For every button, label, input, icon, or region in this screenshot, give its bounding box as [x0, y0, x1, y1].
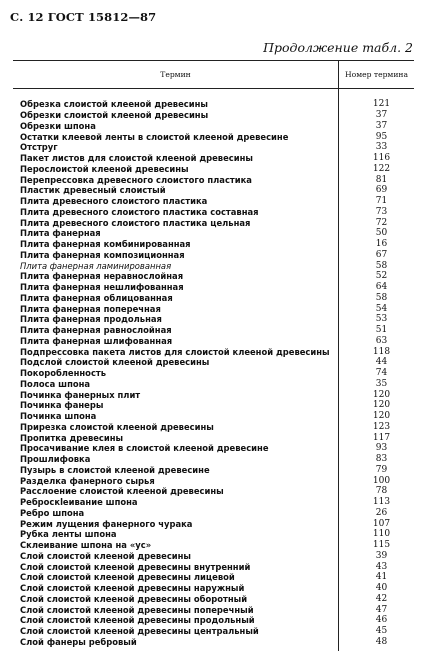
term-number-cell: 42: [375, 593, 388, 604]
term-number-cell: 16: [375, 239, 388, 250]
term-number-cell: 41: [375, 572, 388, 583]
table-row: [13, 561, 414, 572]
term-cell: Слой слоистой клееной древесины лицевой: [20, 572, 235, 583]
table-row: [13, 454, 414, 465]
term-cell: Плита фанерная: [20, 228, 101, 239]
term-cell: Слой слоистой клееной древесины оборотный: [20, 593, 248, 604]
term-cell: Плита древесного слоистого пластика цельная: [20, 217, 251, 228]
term-cell: Починка фанерных плит: [20, 389, 141, 400]
term-number-cell: 64: [375, 282, 388, 293]
term-cell: Пакет листов для слоистой клееной древесины: [20, 153, 253, 164]
table-row: [13, 153, 414, 164]
table-row: [13, 400, 414, 411]
term-number-cell: 113: [372, 497, 391, 508]
term-cell: Плита фанерная облицованная: [20, 292, 173, 303]
term-cell: Пропитка древесины: [20, 432, 124, 443]
term-cell: Плита фанерная продольная: [20, 314, 162, 325]
table-row: [13, 604, 414, 615]
table-row: [13, 443, 414, 454]
term-cell: Расслоение слоистой клееной древесины: [20, 486, 224, 497]
term-number-cell: 116: [372, 153, 391, 164]
table-row: [13, 282, 414, 293]
table-row: [13, 529, 414, 540]
term-cell: Остатки клеевой ленты в слоистой клееной древесине: [20, 131, 289, 142]
term-number-cell: 37: [375, 120, 388, 131]
term-cell: Разделка фанерного сырья: [20, 475, 155, 486]
table-row: [13, 217, 414, 228]
term-cell: Починка шпона: [20, 411, 97, 422]
term-cell: Обрезки шпона: [20, 120, 96, 131]
term-number-cell: 118: [372, 346, 391, 357]
term-number-cell: 53: [375, 314, 388, 325]
term-number-cell: 44: [375, 357, 388, 368]
term-number-cell: 120: [372, 400, 391, 411]
table-row: [13, 357, 414, 368]
table-row: [13, 228, 414, 239]
term-cell: Пластик древесный слоистый: [20, 185, 166, 196]
term-cell: Плита древесного слоистого пластика: [20, 196, 208, 207]
table-row: [13, 615, 414, 626]
table-row: [13, 497, 414, 508]
term-cell: Обрезки слоистой клееной древесины: [20, 110, 209, 121]
term-cell: Плита фанерная неравнослойная: [20, 271, 184, 282]
term-cell: Просачивание клея в слоистой клееной древесине: [20, 443, 269, 454]
table-row: [13, 336, 414, 347]
term-number-cell: 37: [375, 110, 388, 121]
term-cell: Обрезка слоистой клееной древесины: [20, 99, 208, 110]
table-row: [13, 379, 414, 390]
term-cell: Отструг: [20, 142, 58, 153]
term-cell: Плита фанерная шлифованная: [20, 335, 173, 346]
term-number-cell: 81: [375, 174, 388, 185]
term-number-cell: 79: [375, 464, 388, 475]
table-row: [13, 583, 414, 594]
term-number-cell: 74: [375, 368, 388, 379]
term-number-cell: 63: [375, 335, 388, 346]
term-number-cell: 43: [375, 561, 388, 572]
term-cell: Слой слоистой клееной древесины наружный: [20, 583, 245, 594]
table-row: [13, 368, 414, 379]
term-cell: Плита фанерная поперечная: [20, 303, 161, 314]
term-number-cell: 93: [375, 443, 388, 454]
table-row: [13, 110, 414, 121]
table-row: [13, 250, 414, 261]
term-cell: Покоробленность: [20, 368, 107, 379]
table-row: [13, 325, 414, 336]
table-row: [13, 207, 414, 218]
term-cell: Плита фанерная равнослойная: [20, 325, 172, 336]
term-cell: Плита фанерная ламинированная: [20, 260, 172, 271]
term-cell: Слой фанеры ребровый: [20, 636, 137, 647]
table-row: [13, 260, 414, 271]
term-number-cell: 122: [372, 163, 391, 174]
table-row: [13, 572, 414, 583]
term-number-cell: 52: [375, 271, 388, 282]
term-number-cell: 26: [375, 507, 388, 518]
table-row: [13, 99, 414, 110]
table-row: [13, 626, 414, 637]
table-row: [13, 518, 414, 529]
table-row: [13, 346, 414, 357]
table-row: [13, 314, 414, 325]
term-number-cell: 39: [375, 550, 388, 561]
table-row: [13, 540, 414, 551]
table-row: [13, 432, 414, 443]
table-row: [13, 142, 414, 153]
table-row: [13, 411, 414, 422]
term-number-cell: 71: [375, 196, 388, 207]
page-header: С. 12 ГОСТ 15812—87: [10, 10, 157, 24]
term-cell: Подслой слоистой клееной древесины: [20, 357, 210, 368]
term-number-cell: 48: [375, 636, 388, 647]
table-header: [13, 60, 414, 89]
term-number-cell: 50: [375, 228, 388, 239]
table-row: [13, 551, 414, 562]
term-cell: Склеивание шпона на «ус»: [20, 540, 152, 551]
term-cell: Плита фанерная композиционная: [20, 249, 185, 260]
term-number-cell: 107: [372, 518, 391, 529]
term-number-cell: 115: [372, 540, 391, 551]
table-row: [13, 389, 414, 400]
term-number-cell: 95: [375, 131, 388, 142]
term-cell: Ребро шпона: [20, 507, 85, 518]
table-row: [13, 196, 414, 207]
term-cell: Прирезка слоистой клееной древесины: [20, 421, 214, 432]
table-row: [13, 465, 414, 476]
term-cell: Слой слоистой клееной древесины поперечный: [20, 604, 254, 615]
term-number-cell: 40: [375, 583, 388, 594]
term-number-cell: 46: [375, 615, 388, 626]
table-row: [13, 508, 414, 519]
table-body: [13, 89, 414, 647]
term-cell: Перепрессовка древесного слоистого пластика: [20, 174, 252, 185]
term-cell: Слой слоистой клееной древесины внутренний: [20, 561, 251, 572]
table-row: [13, 293, 414, 304]
term-cell: Слой слоистой клееной древесины: [20, 550, 192, 561]
term-number-cell: 120: [372, 411, 391, 422]
term-number-cell: 58: [375, 260, 388, 271]
column-header-term: Термин: [13, 61, 339, 88]
terms-table: [13, 60, 414, 647]
term-number-cell: 58: [375, 292, 388, 303]
table-row: [13, 185, 414, 196]
term-number-cell: 45: [375, 626, 388, 637]
term-number-cell: 67: [375, 249, 388, 260]
term-number-cell: 110: [372, 529, 391, 540]
term-cell: Плита фанерная нешлифованная: [20, 282, 184, 293]
term-cell: Плита фанерная комбинированная: [20, 239, 191, 250]
term-number-cell: 47: [375, 604, 388, 615]
term-number-cell: 123: [372, 421, 391, 432]
table-row: [13, 174, 414, 185]
term-cell: Слой слоистой клееной древесины центральный: [20, 626, 259, 637]
table-row: [13, 475, 414, 486]
term-cell: Полоса шпона: [20, 378, 91, 389]
term-number-cell: 54: [375, 303, 388, 314]
table-row: [13, 239, 414, 250]
table-row: [13, 422, 414, 433]
table-row: [13, 164, 414, 175]
term-cell: Рубка ленты шпона: [20, 529, 117, 540]
table-row: [13, 121, 414, 132]
term-number-cell: 72: [375, 217, 388, 228]
term-number-cell: 35: [375, 378, 388, 389]
term-number-cell: 121: [372, 99, 391, 110]
term-number-cell: 120: [372, 389, 391, 400]
term-number-cell: 78: [375, 486, 388, 497]
table-row: [13, 271, 414, 282]
term-cell: Перослоистой клееной древесины: [20, 163, 189, 174]
term-cell: Плита древесного слоистого пластика составная: [20, 206, 259, 217]
term-number-cell: 73: [375, 206, 388, 217]
term-number-cell: 33: [375, 142, 388, 153]
table-row: [13, 594, 414, 605]
table-continuation-caption: Продолжение табл. 2: [263, 40, 413, 55]
term-cell: Слой слоистой клееной древесины продольный: [20, 615, 255, 626]
term-cell: Починка фанеры: [20, 400, 104, 411]
term-number-cell: 69: [375, 185, 388, 196]
term-cell: Подпрессовка пакета листов для слоистой клееной древесины: [20, 346, 330, 357]
term-number-cell: 100: [372, 475, 391, 486]
table-row: [13, 131, 414, 142]
term-number-cell: 83: [375, 454, 388, 465]
term-cell: Режим лущения фанерного чурака: [20, 518, 193, 529]
table-row: [13, 486, 414, 497]
table-row: [13, 637, 414, 648]
term-cell: Реброскleивание шпона: [20, 497, 138, 508]
table-row: [13, 303, 414, 314]
term-cell: Пузырь в слоистой клееной древесине: [20, 464, 210, 475]
term-number-cell: 117: [372, 432, 391, 443]
term-cell: Прошлифовка: [20, 454, 91, 465]
term-number-cell: 51: [375, 325, 388, 336]
column-header-number: Номер термина: [345, 70, 408, 79]
